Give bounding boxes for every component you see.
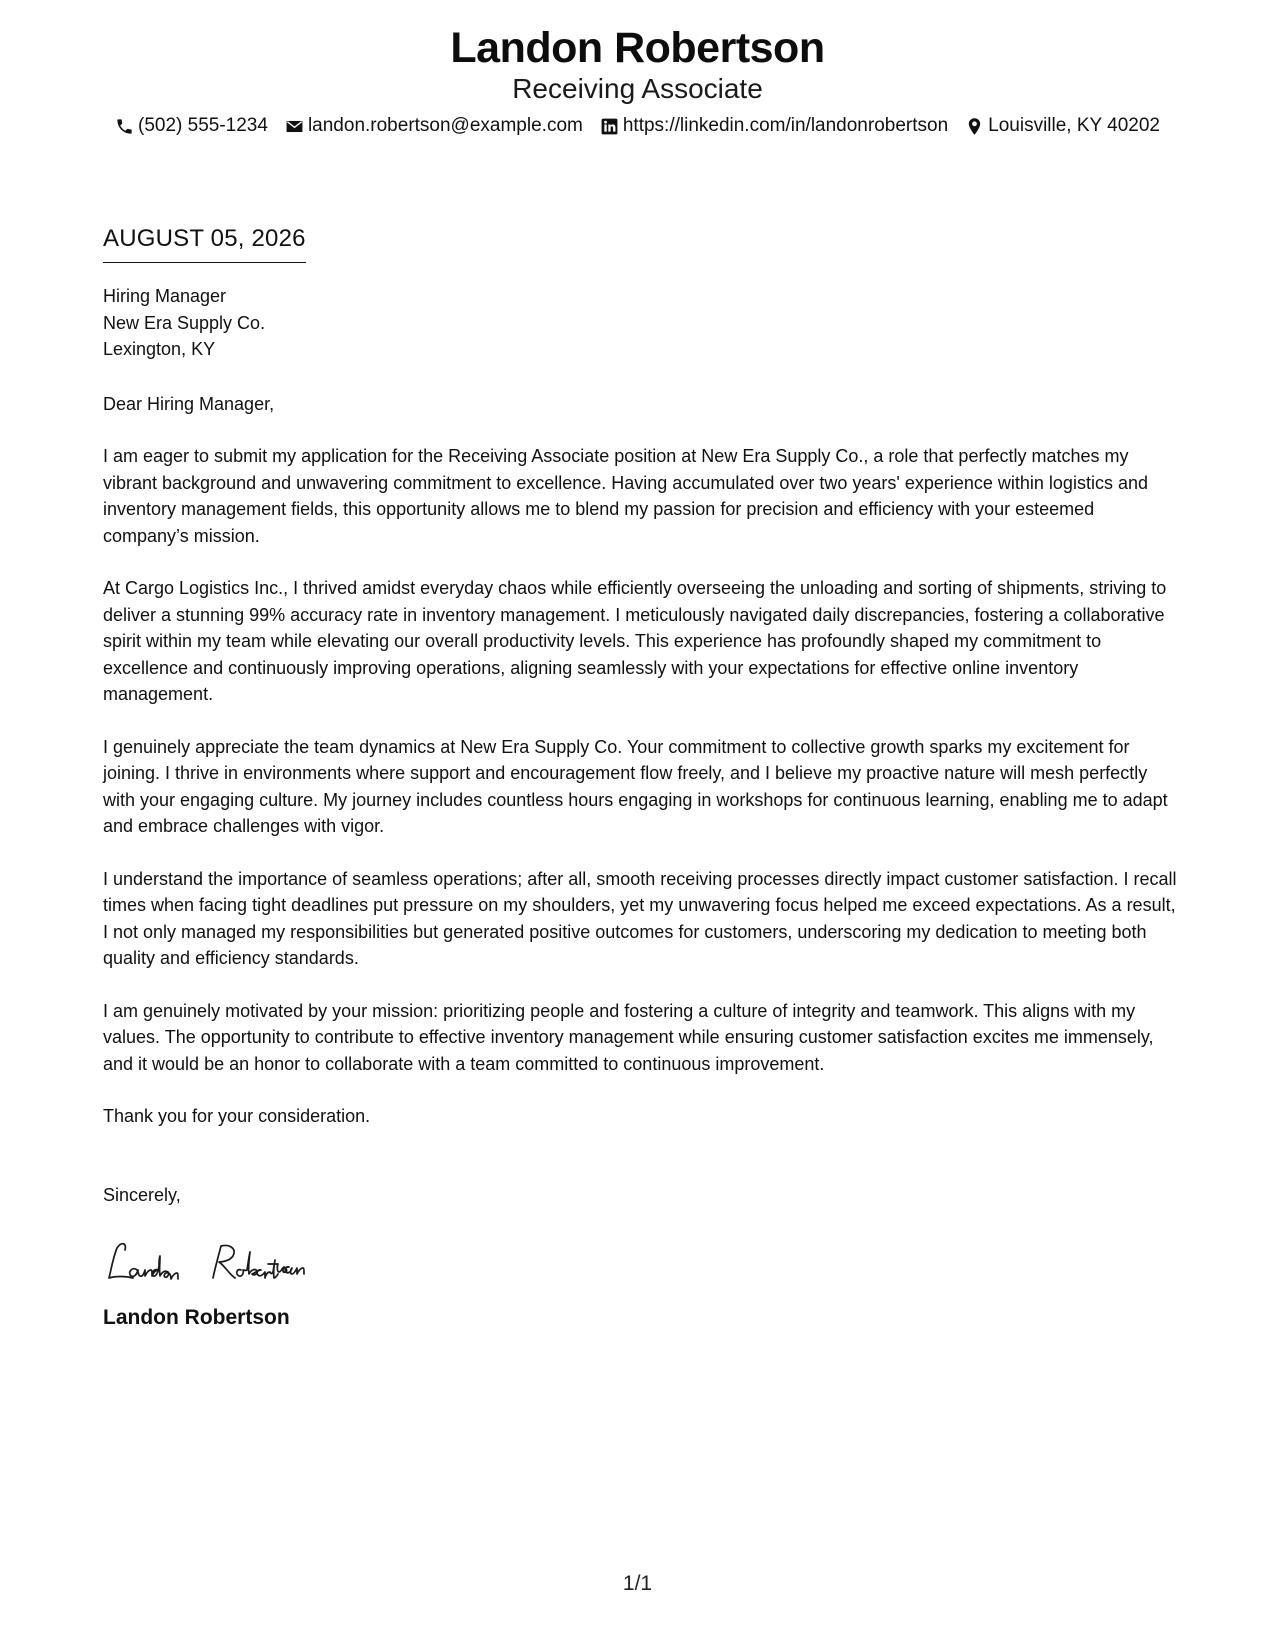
body-paragraph: I understand the importance of seamless operations; after all, smooth receiving processes directly impact customer satisfaction. I recall times when facing tight deadlines put pressure on my shoulders, yet my unwavering focus helped me exceed expectations. As a result, I not only managed my responsibilities but generated positive outcomes for customers, underscoring my dedication to meeting both quality and efficiency standards.: [103, 868, 1177, 968]
linkedin-url[interactable]: https://linkedin.com/in/landonrobertson: [622, 115, 949, 136]
applicant-title: Receiving Associate: [512, 73, 763, 104]
body-paragraph: At Cargo Logistics Inc., I thrived amidst everyday chaos while efficiently overseeing the unloading and sorting of shipments, striving to deliver a stunning 99% accuracy rate in inventory management. I meticulously navigated daily discrepancies, fostering a collaborative spirit within my team while elevating our overall productivity levels. This experience has profoundly shaped my commitment to excellence and continuously improving operations, aligning seamlessly with your expectations for effective online inventory management.: [103, 578, 1167, 704]
contact-info: [0, 114, 1275, 138]
contact-location: [965, 114, 1160, 138]
recipient-address: [103, 283, 1183, 363]
thank-you-line: Thank you for your consideration.: [103, 1106, 371, 1126]
body-paragraph: I genuinely appreciate the team dynamics at New Era Supply Co. Your commitment to collective growth sparks my excitement for joining. I thrive in environments where support and encouragement flow freely, and I believe my proactive nature will mesh perfectly with your engaging culture. My journey includes countless hours engaging in workshops for continuous learning, enabling me to adapt and embrace challenges with vigor.: [103, 736, 1168, 836]
phone-icon: [115, 117, 134, 136]
body-paragraph: I am eager to submit my application for the Receiving Associate position at New Era Supply Co., a role that perfectly matches my vibrant background and unwavering commitment to excellence. Having accumulated over two years' experience within logistics and inventory management fields, this opportunity allows me to blend my passion for precision and efficiency with your esteemed company’s mission.: [103, 446, 1148, 546]
recipient-line: New Era Supply Co.: [103, 312, 266, 333]
recipient-line: Hiring Manager: [103, 286, 227, 306]
contact-phone: [115, 114, 268, 138]
contact-email[interactable]: [285, 114, 583, 138]
signer-name: Landon Robertson: [103, 1306, 290, 1329]
salutation: Dear Hiring Manager,: [103, 393, 275, 414]
applicant-name: Landon Robertson: [450, 24, 825, 72]
linkedin-icon: [600, 117, 619, 136]
envelope-icon: [285, 117, 304, 136]
letter-header: [0, 22, 1275, 138]
recipient-line: Lexington, KY: [103, 339, 216, 359]
letter-date: AUGUST 05, 2026: [103, 224, 306, 263]
closing: Sincerely,: [103, 1184, 181, 1205]
page-number: 1/1: [622, 1572, 653, 1595]
body-paragraph: I am genuinely motivated by your mission: prioritizing people and fostering a culture of integrity and teamwork. This aligns with my values. The opportunity to contribute to effective inventory management while ensuring customer satisfaction excites me immensely, and it would be an honor to collaborate with a team committed to continuous improvement.: [103, 1000, 1154, 1074]
letter-body: [103, 283, 1183, 1332]
contact-linkedin[interactable]: [600, 114, 948, 138]
handwritten-signature: [103, 1234, 1183, 1290]
email-address[interactable]: landon.robertson@example.com: [307, 115, 583, 136]
phone-number: (502) 555-1234: [138, 115, 268, 136]
letter-date-block: [103, 224, 306, 263]
map-pin-icon: [965, 117, 984, 136]
location-text: Louisville, KY 40202: [988, 115, 1160, 136]
